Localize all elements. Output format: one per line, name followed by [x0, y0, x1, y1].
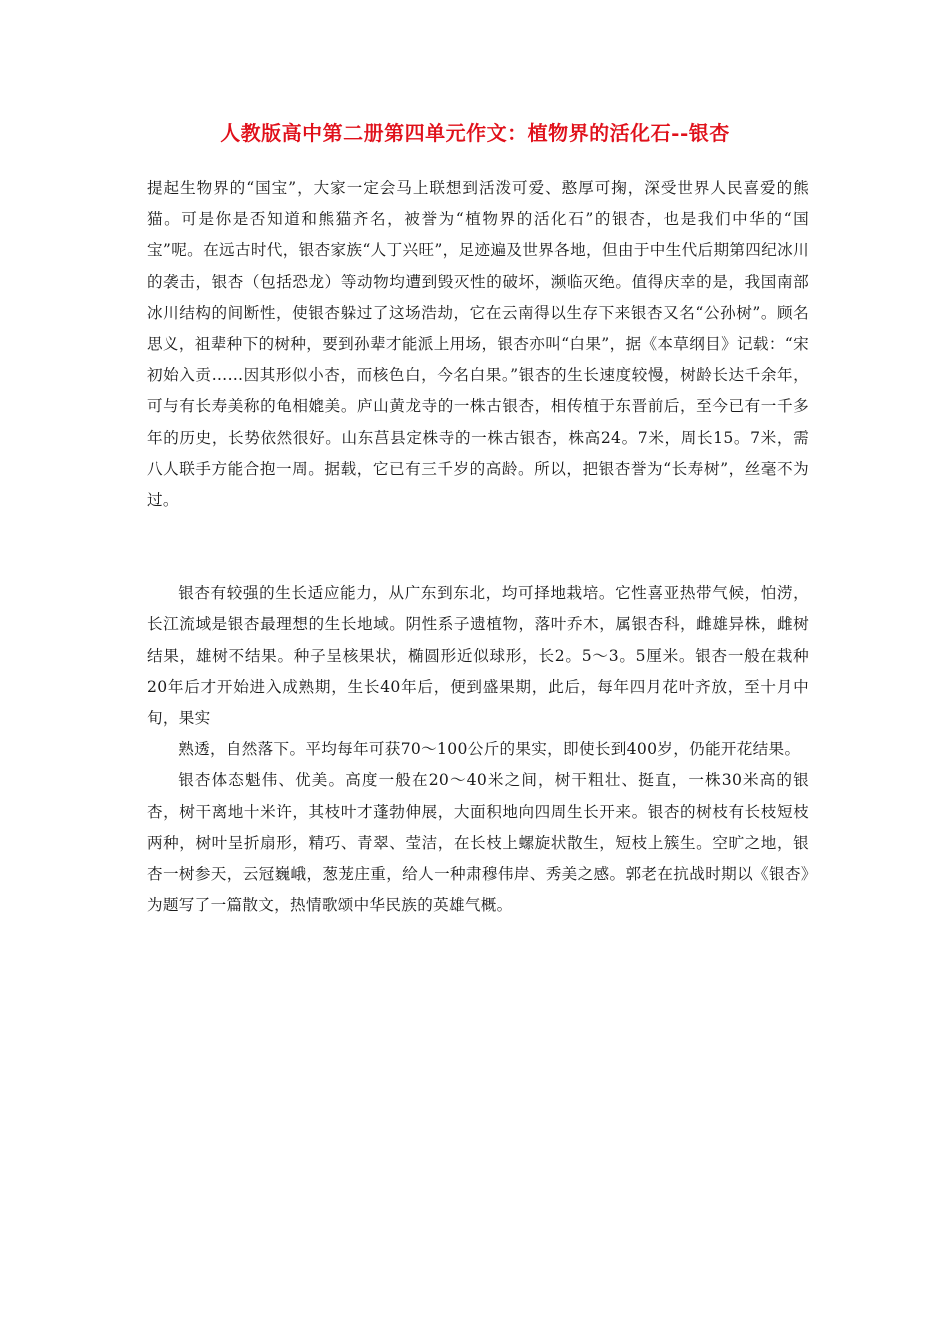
paragraph-intro: 提起生物界的“国宝”，大家一定会马上联想到活泼可爱、憨厚可掬，深受世界人民喜爱的熊猫。可是你是否知道和熊猫齐名，被誉为“植物界的活化石”的银杏，也是我们中华的“国宝”呢。在远古时代，银杏家族“人丁兴旺”，足迹遍及世界各地，但由于中生代后期第四纪冰川的袭击，银杏（包括恐龙）等动物均遭到毁灭性的破坏，濒临灭绝。值得庆幸的是，我国南部冰川结构的间断性，使银杏躲过了这场浩劫，它在云南得以生存下来银杏又名“公孙树”。顾名思义，祖辈种下的树种，要到孙辈才能派上用场，银杏亦叫“白果”，据《本草纲目》记载：“宋初始入贡……因其形似小杏，而核色白，今名白果。”银杏的生长速度较慢，树龄长达千余年，可与有长寿美称的龟相媲美。庐山黄龙寺的一株古银杏，相传植于东晋前后，至今已有一千多年的历史，长势依然很好。山东莒县定株寺的一株古银杏，株高24。7米，周长15。7米，需八人联手方能合抱一周。据载，它已有三千岁的高龄。所以，把银杏誉为“长寿树”，丝毫不为过。	[147, 179, 809, 510]
paragraph-appearance: 银杏体态魁伟、优美。高度一般在20～40米之间，树干粗壮、挺直，一株30米高的银杏，树干离地十米许，其枝叶才蓬勃伸展，大面积地向四周生长开来。银杏的树枝有长枝短枝两种，树叶呈折扇形，精巧、青翠、莹洁，在长枝上螺旋状散生，短枝上簇生。空旷之地，银杏一树参天，云冠巍峨，葱茏庄重，给人一种肃穆伟岸、秀美之感。郭老在抗战时期以《银杏》为题写了一篇散文，热情歌颂中华民族的英雄气概。	[147, 771, 809, 915]
paragraph-fruit: 熟透，自然落下。平均每年可获70～100公斤的果实，即使长到400岁，仍能开花结果。	[178, 740, 801, 759]
paragraph-gap	[147, 516, 809, 578]
paragraph-growth: 银杏有较强的生长适应能力，从广东到东北，均可择地栽培。它性喜亚热带气候，怕涝，长江流域是银杏最理想的生长地域。阴性系子遗植物，落叶乔木，属银杏科，雌雄异株，雌树结果，雄树不结果。种子呈核果状，椭圆形近似球形，长2。5～3。5厘米。银杏一般在栽种20年后才开始进入成熟期，生长40年后，便到盛果期，此后，每年四月花叶齐放，至十月中旬，果实	[147, 584, 809, 728]
document-body	[147, 173, 809, 921]
document-title: 人教版高中第二册第四单元作文：植物界的活化石--银杏	[220, 121, 730, 145]
